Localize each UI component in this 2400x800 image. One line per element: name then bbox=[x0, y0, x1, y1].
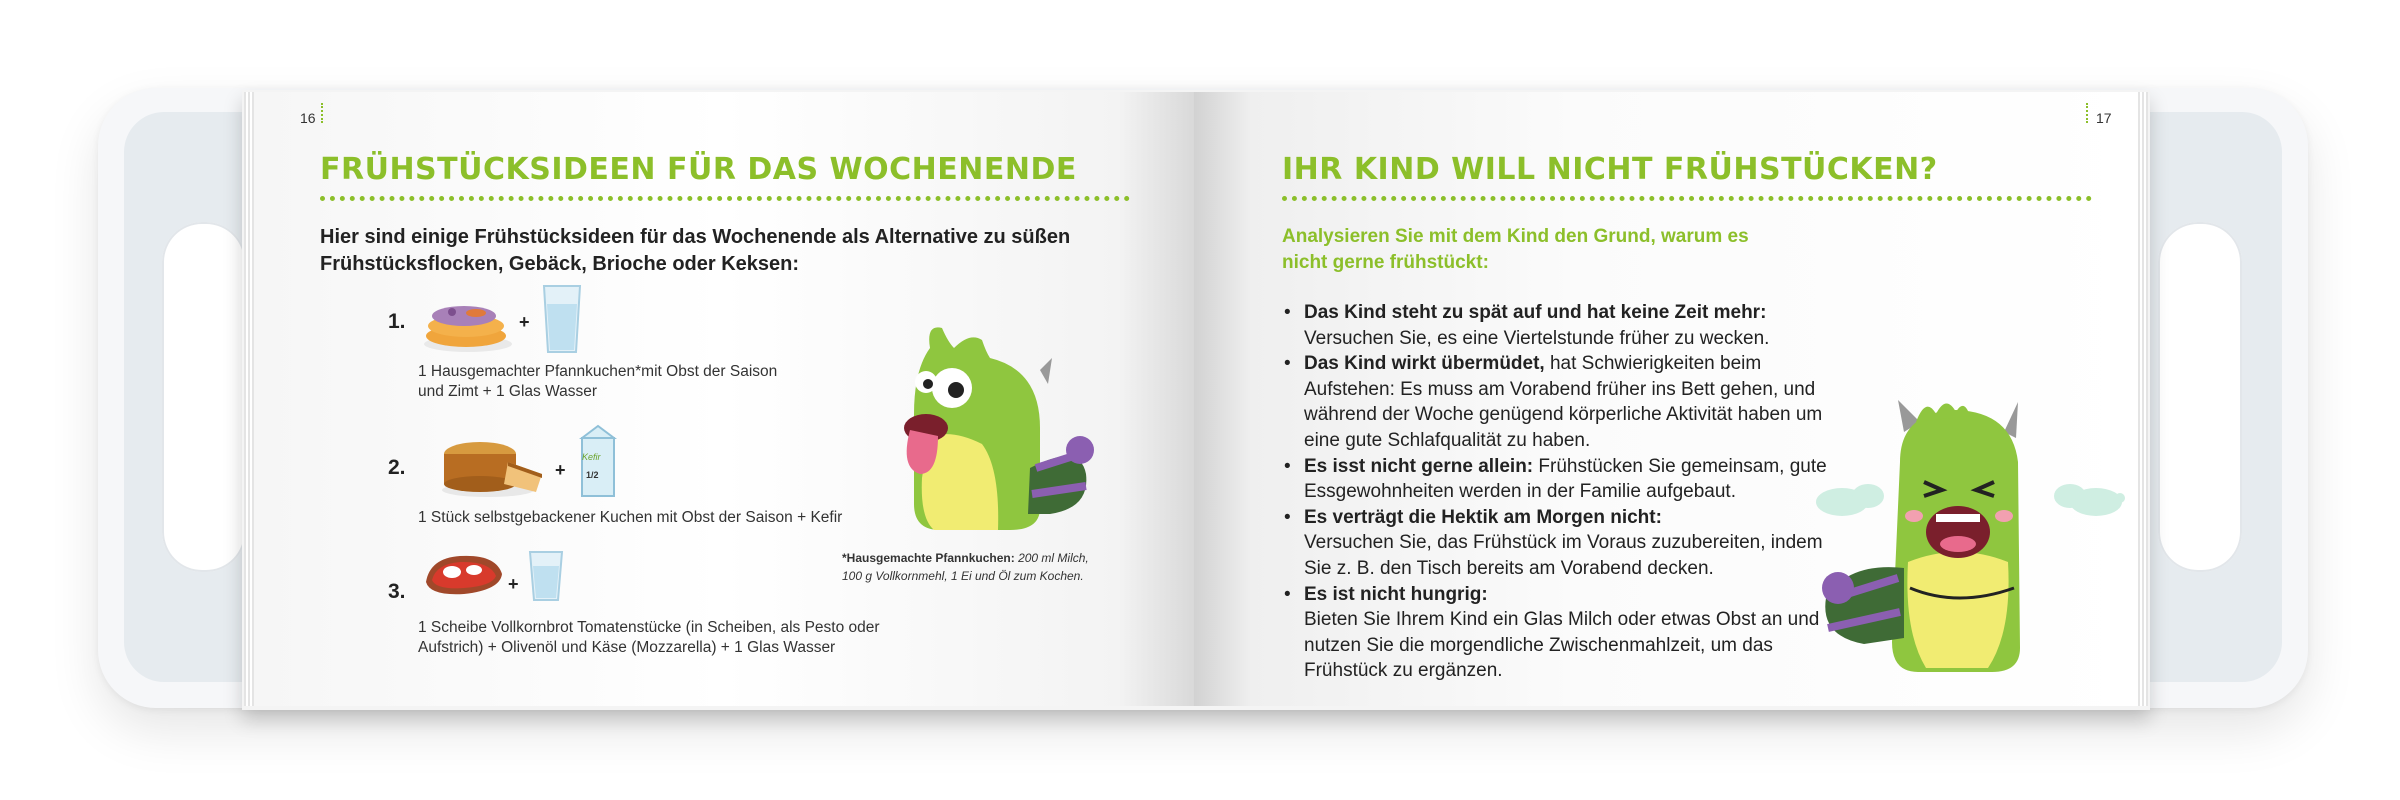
reasons-list bbox=[1282, 300, 1832, 684]
footnote-line1 bbox=[842, 550, 1089, 566]
green-monster-upset-illustration bbox=[1808, 392, 2138, 688]
reason-item bbox=[1304, 505, 1832, 582]
reason-4-text: Versuchen Sie, das Frühstück im Voraus zuzubereiten, indem Sie z. B. den Tisch bereits am Vorabend decken. bbox=[1304, 532, 1823, 579]
green-monster-tongue-illustration bbox=[890, 318, 1100, 538]
reason-3-heading: Es isst nicht gerne allein: bbox=[1304, 455, 1534, 477]
left-handle-cutout bbox=[162, 222, 246, 572]
left-title-dotted-rule bbox=[320, 196, 1130, 201]
right-handle-cutout bbox=[2158, 222, 2242, 572]
kefir-carton-label: Kefir bbox=[582, 452, 601, 462]
item-1-caption-line2: und Zimt + 1 Glas Wasser bbox=[418, 383, 598, 400]
steam-puff-right bbox=[2054, 484, 2125, 516]
reason-5-heading: Es ist nicht hungrig: bbox=[1304, 583, 1488, 605]
reason-item bbox=[1304, 582, 1832, 684]
item-3-number: 3. bbox=[388, 580, 406, 603]
left-intro-text: Hier sind einige Frühstücksideen für das Wochenende als Alternative zu süßen Frühstücksflocken, Gebäck, Brioche oder Keksen: bbox=[320, 226, 1071, 275]
right-intro-line2: nicht gerne frühstückt: bbox=[1282, 252, 1489, 273]
reason-4-heading: Es verträgt die Hektik am Morgen nicht: bbox=[1304, 506, 1662, 528]
item-3-caption-line2: Aufstrich) + Olivenöl und Käse (Mozzarella) + 1 Glas Wasser bbox=[418, 639, 836, 656]
water-glass-icon-2 bbox=[526, 548, 566, 604]
item-3-caption-line1: 1 Scheibe Vollkornbrot Tomatenstücke (in Scheiben, als Pesto oder bbox=[418, 619, 880, 636]
kefir-carton-fraction: 1/2 bbox=[586, 470, 599, 480]
bruschetta-icon bbox=[420, 548, 508, 600]
reason-item bbox=[1304, 300, 1832, 351]
right-page-number-marker bbox=[2086, 103, 2088, 123]
water-glass-icon bbox=[540, 282, 584, 356]
left-page-number-marker bbox=[321, 103, 323, 123]
reason-3-text: Frühstücken Sie gemeinsam, gute Essgewohnheiten werden in der Familie aufgebaut. bbox=[1304, 455, 1827, 503]
footnote-line2: 100 g Vollkornmehl, 1 Ei und Öl zum Kochen. bbox=[842, 569, 1084, 583]
item-1-caption-line1: 1 Hausgemachter Pfannkuchen*mit Obst der Saison bbox=[418, 363, 778, 380]
item-3-plus: + bbox=[508, 574, 519, 594]
steam-puff-left bbox=[1816, 484, 1884, 516]
reason-item bbox=[1304, 351, 1832, 453]
reason-2-text: hat Schwierigkeiten beim Aufstehen: Es muss am Vorabend früher ins Bett gehen, und während der Woche genügend körperliche Aktivität haben um eine gute Schlafqualität zu haben. bbox=[1304, 353, 1823, 451]
item-1-plus: + bbox=[519, 312, 530, 332]
cake-icon bbox=[438, 428, 546, 500]
left-page-title: FRÜHSTÜCKSIDEEN FÜR DAS WOCHENENDE bbox=[320, 152, 1077, 187]
footnote-text-1: 200 ml Milch, bbox=[1018, 551, 1089, 565]
item-2-number: 2. bbox=[388, 456, 406, 479]
reason-2-heading: Das Kind wirkt übermüdet, bbox=[1304, 353, 1545, 375]
reason-item bbox=[1304, 454, 1832, 505]
footnote-label: *Hausgemachte Pfannkuchen: bbox=[842, 551, 1015, 565]
item-2-plus: + bbox=[555, 460, 566, 480]
item-2-caption: 1 Stück selbstgebackener Kuchen mit Obst der Saison + Kefir bbox=[418, 509, 843, 526]
pancake-icon bbox=[418, 290, 518, 356]
left-page-number: 16 bbox=[300, 110, 316, 126]
right-page-number: 17 bbox=[2096, 110, 2112, 126]
reason-1-heading: Das Kind steht zu spät auf und hat keine Zeit mehr: bbox=[1304, 302, 1767, 323]
right-page-title: IHR KIND WILL NICHT FRÜHSTÜCKEN? bbox=[1282, 152, 1938, 187]
reason-5-text: Bieten Sie Ihrem Kind ein Glas Milch oder etwas Obst an und nutzen Sie die morgendliche Zwischenmahlzeit, um das Frühstück zu ergänzen. bbox=[1304, 609, 1820, 682]
item-1-number: 1. bbox=[388, 310, 406, 333]
right-title-dotted-rule bbox=[1282, 196, 2092, 201]
kefir-carton-icon bbox=[576, 424, 620, 500]
reason-1-text: Versuchen Sie, es eine Viertelstunde früher zu wecken. bbox=[1304, 327, 1770, 349]
right-intro-line1: Analysieren Sie mit dem Kind den Grund, warum es bbox=[1282, 226, 1749, 247]
